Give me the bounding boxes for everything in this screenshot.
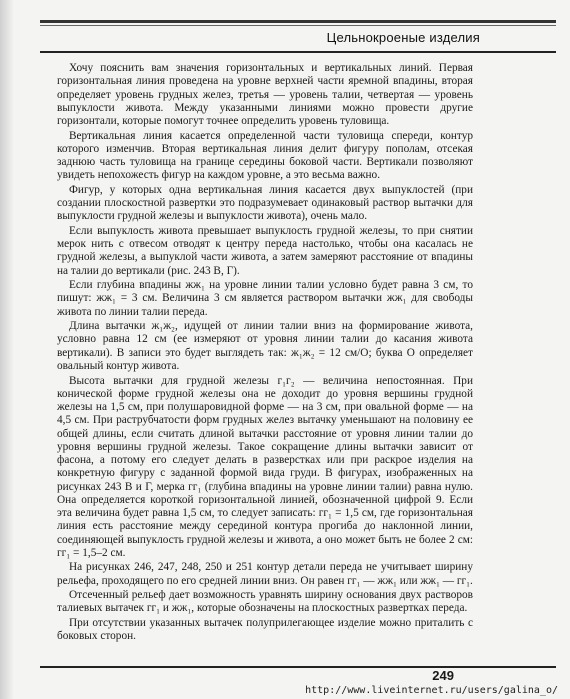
- paragraph: Хочу пояснить вам значения горизонтальных и вертикальных линий. Первая горизонтальная линия проведена на уровне верхней части яремной впадины, вторая определяет уровень грудных желез, третья — уровень талии, четвертая — уровень выпуклости живота. Между указанными линиями можно провести другие горизонтали, которые помогут точнее определить уровень туловища.: [57, 62, 473, 127]
- source-watermark: http://www.liveinternet.ru/users/galina_o/: [305, 685, 558, 696]
- header-rule: [40, 51, 556, 53]
- scan-edge-shadow: [0, 0, 14, 699]
- top-rule-thin: [40, 25, 556, 26]
- paragraph: Фигур, у которых одна вертикальная линия касается двух выпуклостей (при создании плоскостной развертки это подразумевает одинаковый раствор вытачки для выпуклости грудной железы и выпуклости живота), очень мало.: [57, 183, 473, 223]
- paragraph: При отсутствии указанных вытачек полуприлегающее изделие можно приталить с боковых сторон.: [57, 616, 473, 643]
- paragraph: Если глубина впадины жж₁ на уровне линии талии условно будет равна 3 см, то пишут: жж₁ = 3 см. Величина 3 см является раствором вытачки жж₁ для свободы живота по линии талии переда.: [57, 279, 473, 318]
- paragraph: Если выпуклость живота превышает выпуклость грудной железы, то при снятии мерок нить с отвесом отводят к центру переда настолько, чтобы она касалась не грудной железы, а выпуклой части живота, а затем замеряют расстояние от впадины на талии до вертикали (рис. 243 В, Г).: [57, 224, 473, 277]
- top-rule: [40, 20, 556, 23]
- body-text: [57, 62, 473, 645]
- paragraph: Отсеченный рельеф дает возможность уравнять ширину основания двух растворов талиевых вытачек гг₁ и жж₁, которые обозначены на плоскостных развертках переда.: [57, 589, 473, 615]
- footer-rule: [40, 666, 556, 668]
- page-number: 249: [432, 668, 454, 683]
- running-header: Цельнокроеные изделия: [326, 30, 480, 45]
- paragraph: Высота вытачки для грудной железы г₁г₂ — величина непостоянная. При конической форме грудной железы она не доходит до уровня вершины грудной железы на 1,5 см, при полушаровидной форме — на 3 см, при овальной форме — на 4,5 см. При раструбчатости форм грудных желез вытачку уменьшают на половину ее общей длины, если считать длиной вытачки расстояние от уровня линии талии до уровня вершины грудной железы. Такое сокращение длины вытачки зависит от фасона, а потому его следует делать в разверстках или при раскрое изделия на конкретную фигуру с заданной формой вида груди. В фигурах, изображенных на рисунках 243 В и Г, мерка гг₁ (глубина впадины на уровне линии талии) равна нулю. Она определяется короткой горизонтальной линией, обозначенной цифрой 9. Если эта величина будет равна 1,5 см, то следует записать: гг₁ = 1,5 см, где горизонтальная линия есть расстояние между серединой контура прогиба до наклонной линии, соединяющей выпуклость грудной железы и живота, а оно может быть не более 2 см: гг₁ = 1,5–2 см.: [57, 374, 473, 559]
- paragraph: На рисунках 246, 247, 248, 250 и 251 контур детали переда не учитывает ширину рельефа, проходящего по его средней линии вниз. Он равен гг₁ — жж₁ или жж₁ — гг₁.: [57, 561, 473, 587]
- paragraph: Длина вытачки ж₁ж₂, идущей от линии талии вниз на формирование живота, условно равна 12 см (ее измеряют от уровня линии талии до касания живота вертикали). В записи это будет выглядеть так: ж₁ж₂ = 12 см/О; буква О определяет овальный контур живота.: [57, 320, 473, 372]
- paragraph: Вертикальная линия касается определенной части туловища спереди, контур которого изменчив. Вторая вертикальная линия делит фигуру пополам, отсекая заднюю часть туловища на границе середины боковой части. Вертикали позволяют увидеть непохожесть фигур на каждом уровне, а это весьма важно.: [57, 129, 473, 182]
